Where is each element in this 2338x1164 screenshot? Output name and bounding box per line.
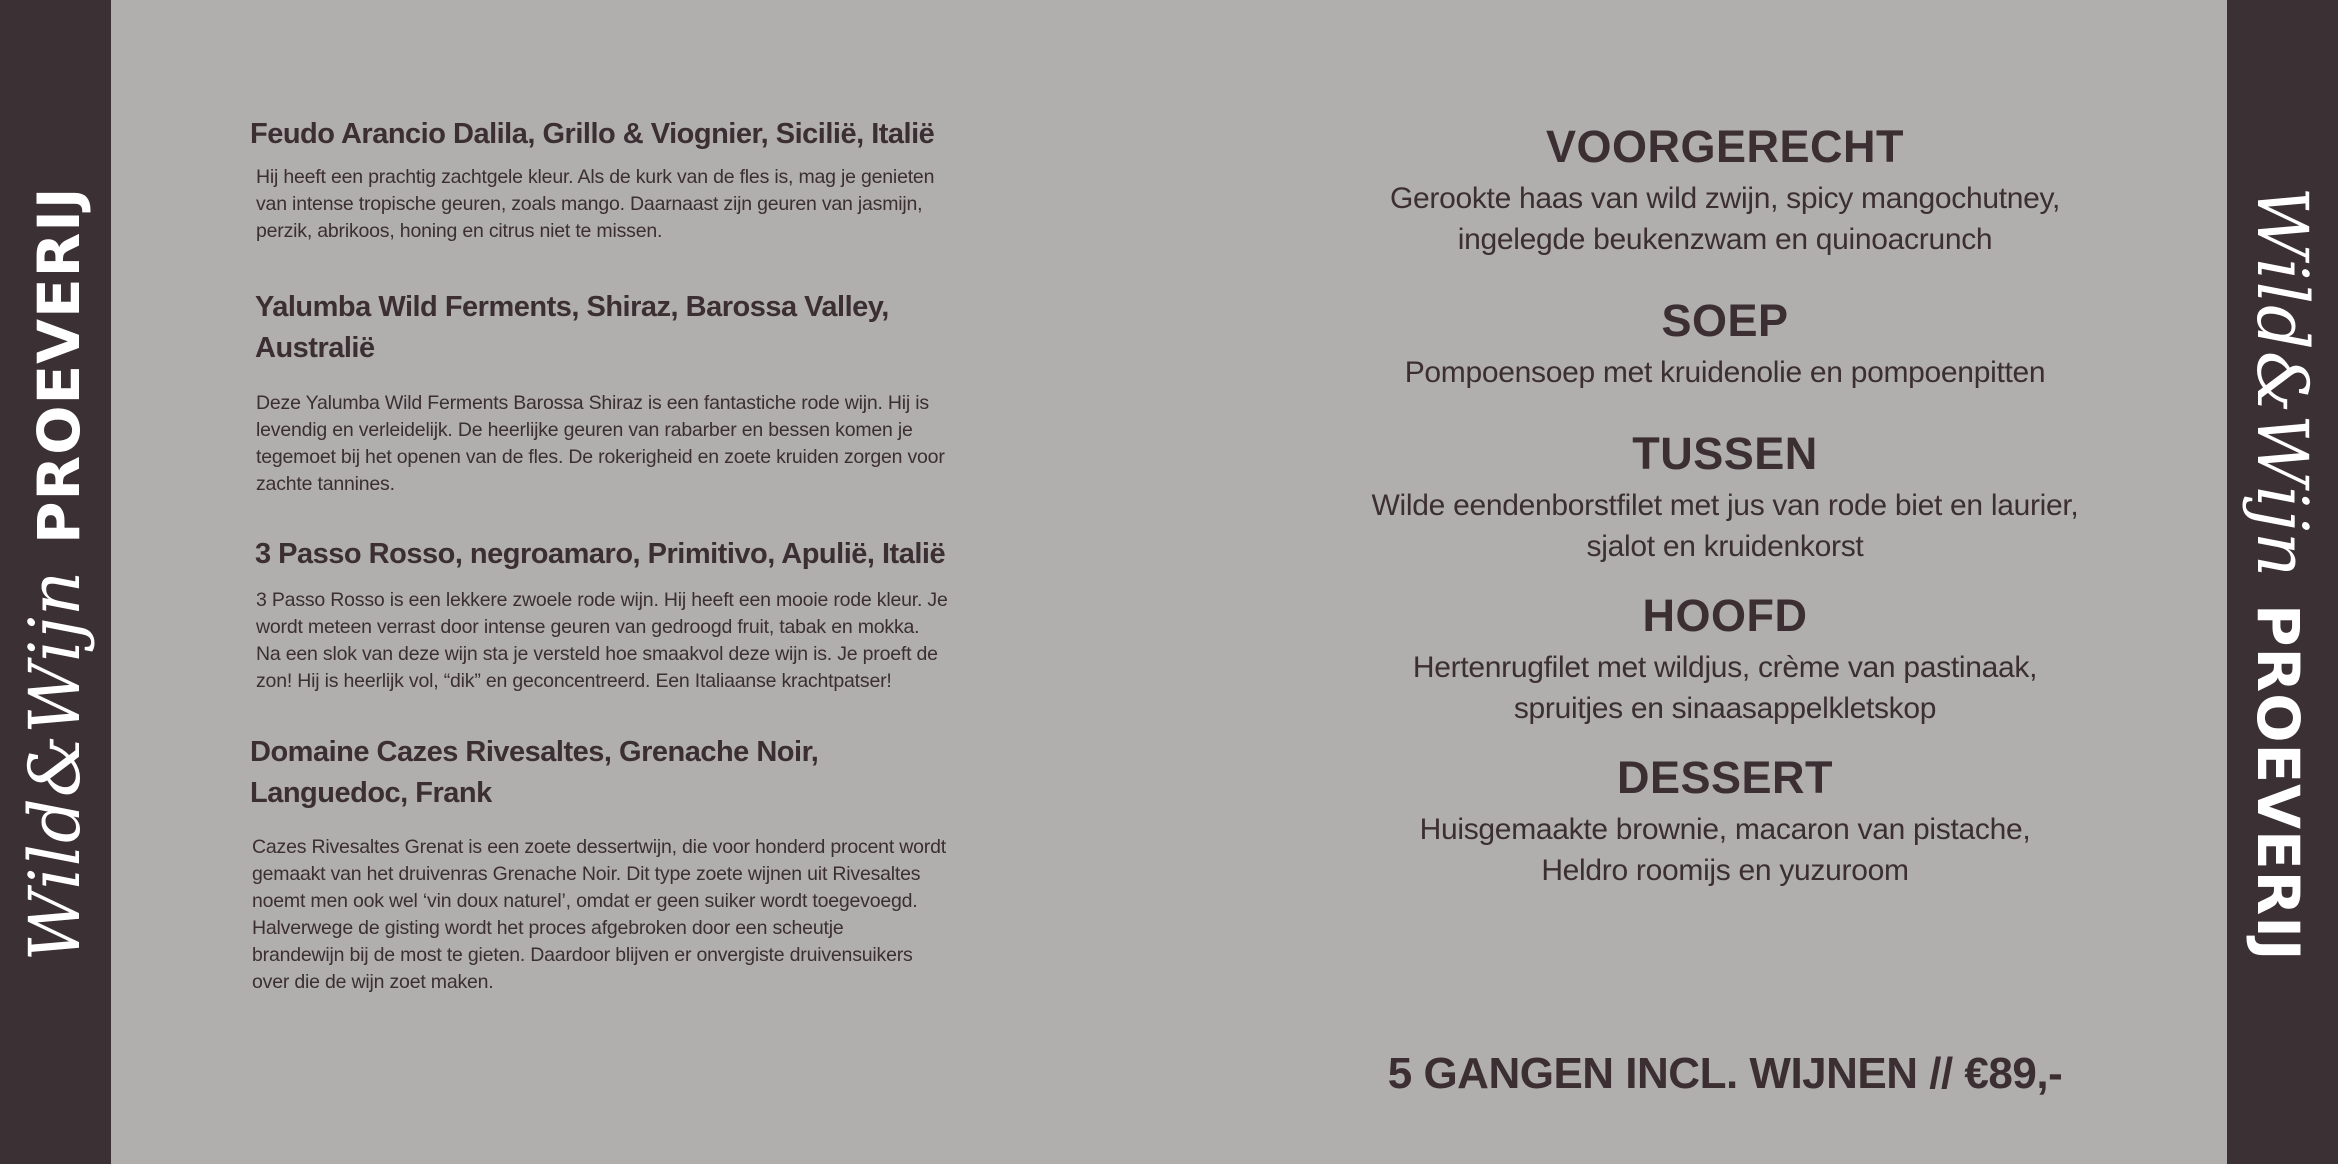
- course-dish-line: Gerookte haas van wild zwijn, spicy mangochutney,: [1389, 182, 2061, 215]
- course-dish-line: Huisgemaakte brownie, macaron van pistache,: [1419, 813, 2031, 846]
- left-band: [0, 0, 111, 1164]
- wine-description-line: noemt men ook wel ‘vin doux naturel’, omdat er geen suiker wordt toegevoegd.: [252, 890, 918, 912]
- wine-description: [256, 587, 1010, 695]
- wine-description-line: Deze Yalumba Wild Ferments Barossa Shiraz is een fantastiche rode wijn. Hij is: [256, 392, 929, 414]
- course-dish: [1300, 485, 2150, 567]
- wine-name: [250, 732, 1010, 814]
- wine-name-line: Australië: [255, 332, 375, 364]
- wine-description: [252, 834, 1010, 996]
- wine-item: [255, 534, 1010, 695]
- course-dish-line: ingelegde beukenzwam en quinoacrunch: [1457, 223, 1993, 256]
- wine-description-line: brandewijn bij de most te gieten. Daardoor blijven er onvergiste druivensuikers: [252, 944, 913, 966]
- wine-item: [250, 114, 1010, 245]
- course-title: DESSERT: [1616, 752, 1834, 803]
- wine-name: 3 Passo Rosso, negroamaro, Primitivo, Apulië, Italië: [255, 538, 946, 570]
- course-title: SOEP: [1661, 295, 1789, 346]
- wine-description-line: Halverwege de gisting wordt het proces afgebroken door een scheutje: [252, 917, 844, 939]
- right-band: [2227, 0, 2338, 1164]
- wine-description-line: zon! Hij is heerlijk vol, “dik” en geconcentreerd. Een Italiaanse krachtpatser!: [256, 670, 892, 692]
- wine-description-line: van intense tropische geuren, zoals mango. Daarnaast zijn geuren van jasmijn,: [256, 193, 923, 215]
- course-dish-line: Wilde eendenborstfilet met jus van rode biet en laurier,: [1371, 489, 2079, 522]
- right-band-title: [2241, 187, 2323, 962]
- wine-name: Feudo Arancio Dalila, Grillo & Viognier, Sicilië, Italië: [250, 118, 935, 150]
- course-title: VOORGERECHT: [1545, 121, 1905, 172]
- course-item: [1300, 425, 2150, 567]
- wine-description-line: levendig en verleidelijk. De heerlijke geuren van rabarber en bessen komen je: [256, 419, 913, 441]
- course-dish-line: sjalot en kruidenkorst: [1586, 530, 1864, 563]
- course-item: [1300, 587, 2150, 729]
- wine-list: [250, 114, 1010, 996]
- course-title: HOOFD: [1642, 590, 1808, 641]
- wine-description-line: Na een slok van deze wijn sta je versteld hoe smaakvol deze wijn is. Je proeft de: [256, 643, 938, 665]
- wine-item: [255, 287, 1010, 498]
- course-dish: [1300, 178, 2150, 260]
- wine-description-line: zachte tannines.: [256, 473, 395, 495]
- course-title: TUSSEN: [1632, 428, 1818, 479]
- wine-description: [256, 164, 1010, 245]
- wine-description-line: over die de wijn zoet maken.: [252, 971, 494, 993]
- left-band-title: [14, 187, 96, 962]
- wine-name-line: Domaine Cazes Rivesaltes, Grenache Noir,: [250, 736, 819, 768]
- price-line: 5 GANGEN INCL. WIJNEN // €89,-: [1387, 1049, 2063, 1098]
- course-dish: [1300, 809, 2150, 891]
- brand-script: Wild&Wijn: [14, 569, 96, 962]
- wine-name: [255, 287, 1010, 369]
- course-item: [1300, 749, 2150, 891]
- wine-description-line: gemaakt van het druivenras Grenache Noir. Dit type zoete wijnen uit Rivesaltes: [252, 863, 921, 885]
- brand-caps: PROEVERIJ: [2244, 604, 2312, 962]
- wine-description-line: 3 Passo Rosso is een lekkere zwoele rode wijn. Hij heeft een mooie rode kleur. Je: [256, 589, 948, 611]
- wine-description-line: perzik, abrikoos, honing en citrus niet te missen.: [256, 220, 663, 242]
- course-item: [1300, 292, 2150, 393]
- course-dish: [1300, 647, 2150, 729]
- course-dish-line: Hertenrugfilet met wildjus, crème van pastinaak,: [1412, 651, 2038, 684]
- wine-description: [256, 390, 1010, 498]
- course-dish-line: Heldro roomijs en yuzuroom: [1541, 854, 1909, 887]
- wine-name-line: Languedoc, Frank: [250, 777, 492, 809]
- course-dish: [1300, 352, 2150, 393]
- wine-description-line: Hij heeft een prachtig zachtgele kleur. Als de kurk van de fles is, mag je genieten: [256, 166, 935, 188]
- course-item: [1300, 118, 2150, 260]
- course-dish-line: Pompoensoep met kruidenolie en pompoenpitten: [1404, 356, 2046, 389]
- course-menu: [1300, 118, 2150, 891]
- wine-description-line: wordt meteen verrast door intense geuren van gedroogd fruit, tabak en mokka.: [256, 616, 920, 638]
- wine-item: [250, 732, 1010, 996]
- wine-description-line: Cazes Rivesaltes Grenat is een zoete dessertwijn, die voor honderd procent wordt: [252, 836, 946, 858]
- course-dish-line: spruitjes en sinaasappelkletskop: [1513, 692, 1937, 725]
- wine-description-line: tegemoet bij het openen van de fles. De rokerigheid en zoete kruiden zorgen voor: [256, 446, 945, 468]
- brand-script: Wild&Wijn: [2241, 186, 2323, 579]
- brand-caps: PROEVERIJ: [25, 186, 93, 544]
- wine-name-line: Yalumba Wild Ferments, Shiraz, Barossa Valley,: [255, 291, 889, 323]
